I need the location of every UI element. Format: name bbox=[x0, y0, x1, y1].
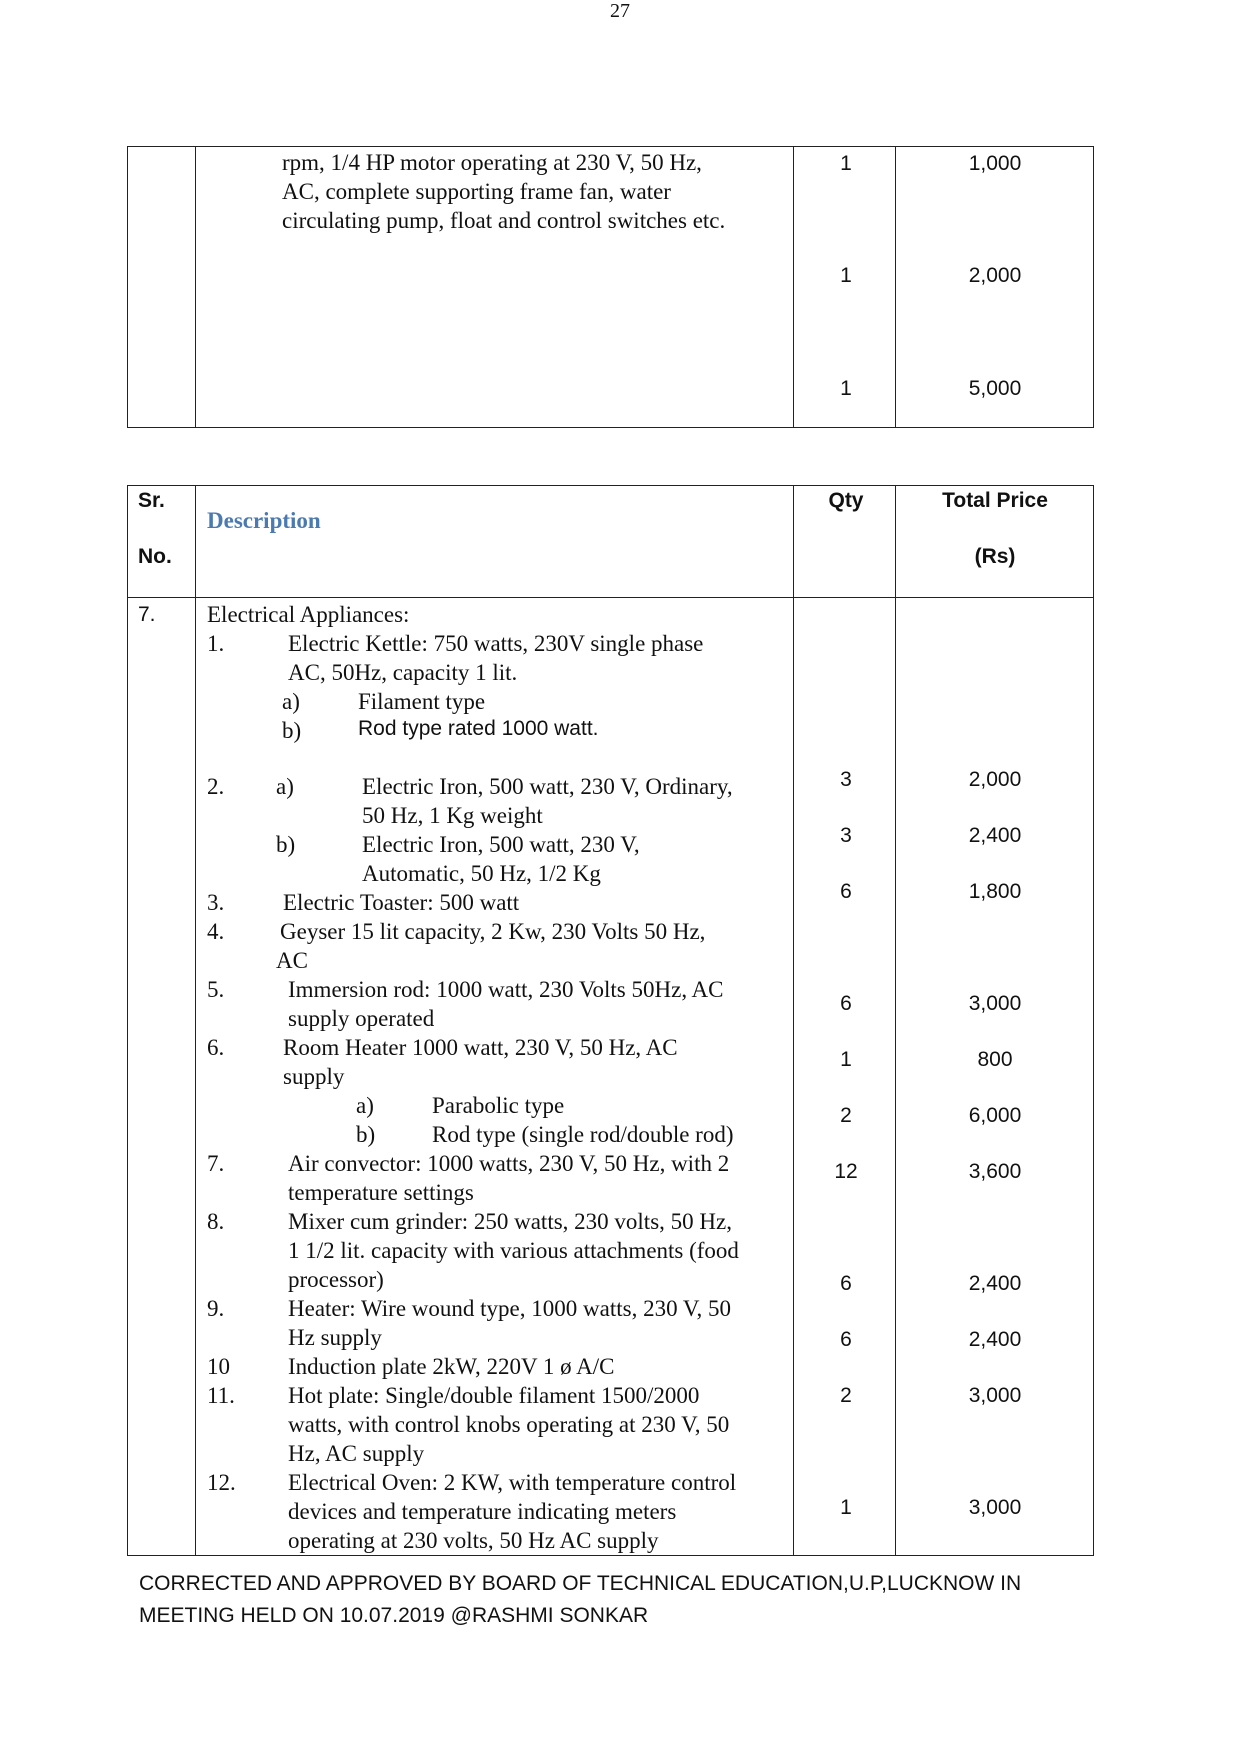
sub-item-text: 50 Hz, 1 Kg weight bbox=[362, 803, 543, 828]
sub-item-text: Electric Iron, 500 watt, 230 V, bbox=[362, 832, 640, 857]
item-text: Mixer cum grinder: 250 watts, 230 volts, 50 Hz, bbox=[288, 1209, 732, 1234]
row-price: 3,600 bbox=[968, 1160, 1022, 1183]
item-text: Electric Toaster: 500 watt bbox=[283, 890, 520, 915]
row-qty: 2 bbox=[840, 1384, 852, 1407]
item-text: Heater: Wire wound type, 1000 watts, 230 V, 50 bbox=[288, 1296, 732, 1321]
row-qty: 1 bbox=[840, 1496, 852, 1519]
item-number: 3. bbox=[207, 890, 225, 915]
sub-item-text: Rod type (single rod/double rod) bbox=[432, 1122, 734, 1147]
header-sr: Sr. bbox=[138, 489, 165, 512]
row-price: 2,000 bbox=[968, 768, 1022, 791]
item-text: watts, with control knobs operating at 230 V, 50 bbox=[288, 1412, 730, 1437]
continuation-description-line: AC, complete supporting frame fan, water bbox=[282, 179, 671, 204]
footer-approval-note bbox=[139, 1568, 1021, 1632]
sub-item-letter: b) bbox=[356, 1122, 376, 1147]
sub-item-text: Filament type bbox=[358, 689, 486, 714]
row-qty: 1 bbox=[840, 1048, 852, 1071]
continuation-qty: 1 bbox=[840, 264, 852, 287]
row-qty: 3 bbox=[840, 768, 852, 791]
continuation-qty: 1 bbox=[840, 377, 852, 400]
item-text: processor) bbox=[288, 1267, 384, 1292]
item-number: 1. bbox=[207, 631, 225, 656]
row-price: 3,000 bbox=[968, 1496, 1022, 1519]
item-text: supply operated bbox=[288, 1006, 435, 1031]
item-text: Hz, AC supply bbox=[288, 1441, 425, 1466]
row-qty: 3 bbox=[840, 824, 852, 847]
item-text: Electric Kettle: 750 watts, 230V single phase bbox=[288, 631, 704, 656]
header-qty: Qty bbox=[828, 489, 864, 512]
item-number: 11. bbox=[207, 1383, 235, 1408]
item-text: Room Heater 1000 watt, 230 V, 50 Hz, AC bbox=[283, 1035, 678, 1060]
footer-line: MEETING HELD ON 10.07.2019 @RASHMI SONKAR bbox=[139, 1604, 649, 1627]
sub-item-letter: b) bbox=[276, 832, 296, 857]
page-number: 27 bbox=[610, 0, 630, 22]
item-text: temperature settings bbox=[288, 1180, 474, 1205]
sub-item-text: Automatic, 50 Hz, 1/2 Kg bbox=[362, 861, 601, 886]
row-qty: 12 bbox=[834, 1160, 858, 1183]
sub-item-text: Electric Iron, 500 watt, 230 V, Ordinary, bbox=[362, 774, 733, 799]
footer-line: CORRECTED AND APPROVED BY BOARD OF TECHNICAL EDUCATION,U.P,LUCKNOW IN bbox=[139, 1572, 1022, 1595]
item-number: 9. bbox=[207, 1296, 225, 1321]
item-number: 2. bbox=[207, 774, 225, 799]
item-number: 5. bbox=[207, 977, 225, 1002]
item-text: AC bbox=[276, 948, 308, 973]
row-qty: 6 bbox=[840, 880, 852, 903]
row-qty: 6 bbox=[840, 1328, 852, 1351]
sub-item-text: Parabolic type bbox=[432, 1093, 565, 1118]
sub-item-letter: b) bbox=[282, 718, 302, 743]
continuation-price: 2,000 bbox=[968, 264, 1022, 287]
item-text: Electrical Oven: 2 KW, with temperature control bbox=[288, 1470, 737, 1495]
row-qty: 2 bbox=[840, 1104, 852, 1127]
item-text: Immersion rod: 1000 watt, 230 Volts 50Hz, AC bbox=[288, 977, 724, 1002]
item-text: Induction plate 2kW, 220V 1 ø A/C bbox=[288, 1354, 615, 1379]
item-number: 12. bbox=[207, 1470, 236, 1495]
continuation-description-line: circulating pump, float and control switches etc. bbox=[282, 208, 726, 233]
continuation-price: 5,000 bbox=[968, 377, 1022, 400]
item-text: operating at 230 volts, 50 Hz AC supply bbox=[288, 1528, 659, 1553]
row-price: 800 bbox=[977, 1048, 1013, 1071]
row-price: 3,000 bbox=[968, 992, 1022, 1015]
row-qty: 6 bbox=[840, 992, 852, 1015]
item-number: 10 bbox=[207, 1354, 230, 1379]
row-price: 6,000 bbox=[968, 1104, 1022, 1127]
item-number: 7. bbox=[207, 1151, 225, 1176]
item-text: AC, 50Hz, capacity 1 lit. bbox=[288, 660, 518, 685]
sub-item-letter: a) bbox=[282, 689, 300, 714]
header-description: Description bbox=[207, 508, 321, 533]
item-text: Geyser 15 lit capacity, 2 Kw, 230 Volts 50 Hz, bbox=[280, 919, 706, 944]
row-price: 2,400 bbox=[968, 1272, 1022, 1295]
header-rs: (Rs) bbox=[974, 545, 1016, 568]
sub-item-letter: a) bbox=[356, 1093, 374, 1118]
item-number: 4. bbox=[207, 919, 225, 944]
item-number: 6. bbox=[207, 1035, 225, 1060]
item-text: supply bbox=[283, 1064, 345, 1089]
row-price: 2,400 bbox=[968, 824, 1022, 847]
item-number: 8. bbox=[207, 1209, 225, 1234]
row-price: 2,400 bbox=[968, 1328, 1022, 1351]
row-price: 3,000 bbox=[968, 1384, 1022, 1407]
sr-number: 7. bbox=[138, 603, 156, 626]
header-total-price: Total Price bbox=[942, 489, 1048, 512]
sub-item-text: Rod type rated 1000 watt. bbox=[358, 717, 599, 740]
sub-item-letter: a) bbox=[276, 774, 294, 799]
item-text: 1 1/2 lit. capacity with various attachments (food bbox=[288, 1238, 739, 1263]
row-price: 1,800 bbox=[968, 880, 1022, 903]
row-qty: 6 bbox=[840, 1272, 852, 1295]
continuation-price: 1,000 bbox=[968, 152, 1022, 175]
item-text: Air convector: 1000 watts, 230 V, 50 Hz, with 2 bbox=[288, 1151, 730, 1176]
continuation-description-line: rpm, 1/4 HP motor operating at 230 V, 50 Hz, bbox=[282, 150, 702, 175]
section-title: Electrical Appliances: bbox=[207, 602, 410, 627]
item-text: Hz supply bbox=[288, 1325, 382, 1350]
continuation-qty: 1 bbox=[840, 152, 852, 175]
item-text: Hot plate: Single/double filament 1500/2000 bbox=[288, 1383, 700, 1408]
item-text: devices and temperature indicating meters bbox=[288, 1499, 677, 1524]
header-no: No. bbox=[138, 545, 172, 568]
